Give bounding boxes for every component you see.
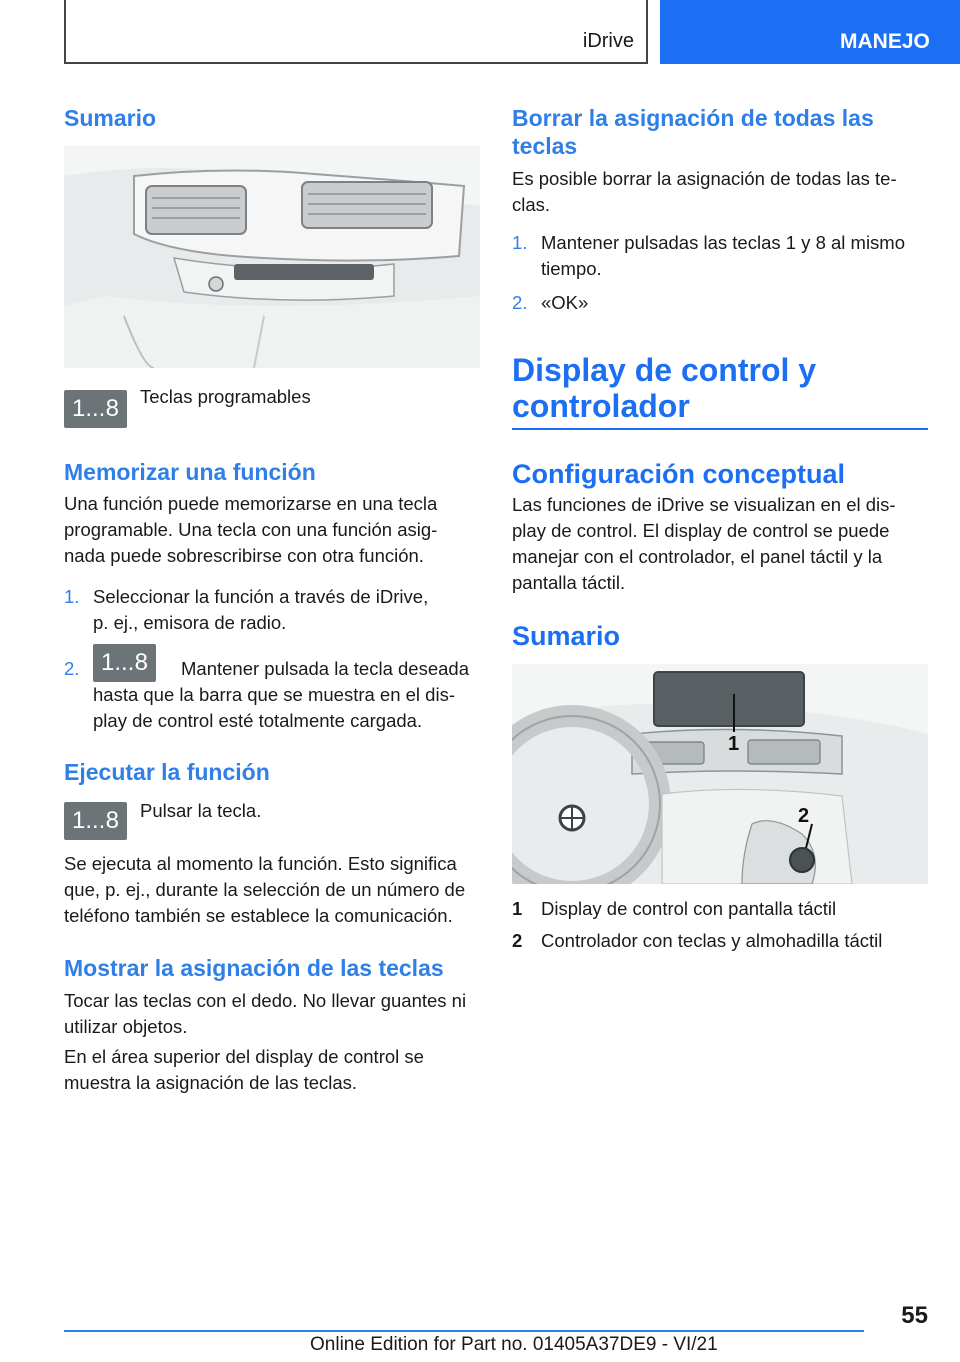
step-1-number: 1. — [64, 586, 80, 607]
config-line-1: Las funciones de iDrive se visualizan en el dis‐ — [512, 494, 896, 515]
keypad-label-right: 8 — [105, 807, 119, 834]
page-number: 55 — [901, 1302, 928, 1329]
memorizar-line-2: programable. Una tecla con una función asig‐ — [64, 519, 438, 540]
ejecutar-line-1: Se ejecuta al momento la función. Esto significa — [64, 853, 457, 874]
borrar-line-2: clas. — [512, 194, 551, 215]
heading-memorizar: Memorizar una función — [64, 459, 316, 485]
borrar-step-2-text: «OK» — [541, 292, 589, 313]
borrar-step-1-line-1: Mantener pulsadas las teclas 1 y 8 al mismo — [541, 232, 906, 253]
step-2-line-2: hasta que la barra que se muestra en el dis‐ — [93, 684, 455, 705]
callout-1: 1 — [728, 733, 740, 755]
step-1-line-2: p. ej., emisora de radio. — [93, 612, 287, 633]
programmable-keys-icon — [64, 390, 127, 428]
keypad-label-right: 8 — [105, 395, 119, 422]
mostrar-p2-line-2: muestra la asignación de las teclas. — [64, 1072, 358, 1093]
programmable-keys-icon-inline — [93, 644, 156, 682]
borrar-step-1-number: 1. — [512, 232, 528, 253]
borrar-step-2-number: 2. — [512, 292, 528, 313]
step-2-number: 2. — [64, 658, 80, 679]
memorizar-line-3: nada puede sobrescribirse con otra función. — [64, 545, 424, 566]
dashboard-keys-photo — [64, 146, 480, 368]
chapter-tab: MANEJO — [660, 0, 960, 64]
keypad-label-left: 1... — [101, 649, 135, 676]
step-1-line-1: Seleccionar la función a través de iDrive, — [93, 586, 429, 607]
step-2-line-1: Mantener pulsada la tecla deseada — [181, 658, 469, 679]
section-rule — [512, 428, 928, 430]
legend-1-text: Display de control con pantalla táctil — [541, 898, 837, 919]
mostrar-p2-line-1: En el área superior del display de control se — [64, 1046, 424, 1067]
pulsar-text: Pulsar la tecla. — [140, 800, 262, 821]
heading-sumario: Sumario — [64, 105, 157, 131]
config-line-4: pantalla táctil. — [512, 572, 626, 593]
cockpit-photo — [512, 664, 928, 884]
heading-ejecutar: Ejecutar la función — [64, 759, 270, 785]
legend-2-text: Controlador con teclas y almohadilla táctil — [541, 930, 883, 951]
heading-mostrar: Mostrar la asignación de las teclas — [64, 955, 444, 981]
mostrar-p1-line-2: utilizar objetos. — [64, 1016, 188, 1037]
keypad-label-left: 1... — [72, 807, 106, 834]
heading-configuracion: Configuración conceptual — [512, 459, 846, 489]
keypad-label-right: 8 — [134, 649, 148, 676]
keypad-label-left: 1... — [72, 395, 106, 422]
callout-2: 2 — [798, 805, 810, 827]
programmable-keys-icon-2 — [64, 802, 127, 840]
heading-borrar-line-1: Borrar la asignación de todas las — [512, 105, 874, 131]
ejecutar-line-3: teléfono también se establece la comunicación. — [64, 905, 453, 926]
heading-sumario-2: Sumario — [512, 621, 621, 651]
heading-display-line-2: controlador — [512, 388, 690, 424]
header-box — [64, 0, 648, 64]
footer-rule — [64, 1330, 864, 1332]
config-line-2: play de control. El display de control se puede — [512, 520, 890, 541]
step-2-line-3: play de control esté totalmente cargada. — [93, 710, 423, 731]
config-line-3: manejar con el controlador, el panel táctil y la — [512, 546, 883, 567]
legend-2-number: 2 — [512, 930, 523, 951]
ejecutar-line-2: que, p. ej., durante la selección de un número de — [64, 879, 466, 900]
borrar-line-1: Es posible borrar la asignación de todas las te‐ — [512, 168, 897, 189]
caption-teclas: Teclas programables — [140, 386, 311, 407]
footer-edition: Online Edition for Part no. 01405A37DE9 - VI/21 — [310, 1334, 718, 1355]
section-title: iDrive — [582, 30, 634, 52]
heading-display-line-1: Display de control y — [512, 352, 817, 388]
borrar-step-1-line-2: tiempo. — [541, 258, 602, 279]
mostrar-p1-line-1: Tocar las teclas con el dedo. No llevar guantes ni — [64, 990, 467, 1011]
legend-1-number: 1 — [512, 898, 523, 919]
memorizar-line-1: Una función puede memorizarse en una tecla — [64, 493, 438, 514]
heading-borrar-line-2: teclas — [512, 133, 578, 159]
